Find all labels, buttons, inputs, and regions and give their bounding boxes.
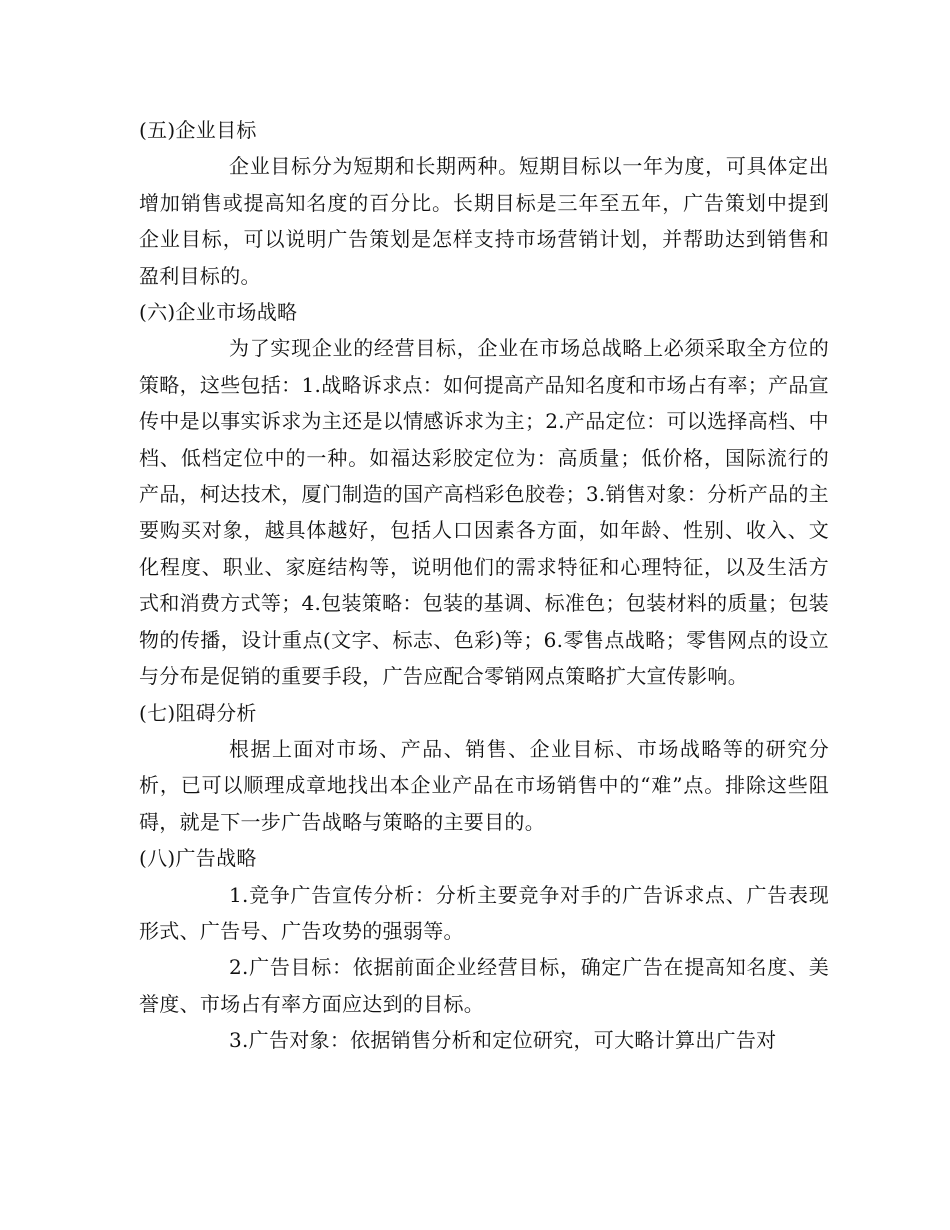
body-paragraph: 根据上面对市场、产品、销售、企业目标、市场战略等的研究分析，已可以顺理成章地找出本企业产品在市场销售中的“难”点。排除这些阻碍，就是下一步广告战略与策略的主要目的。	[139, 736, 829, 834]
section-heading: (六)企业市场战略	[139, 300, 298, 325]
section-heading: (八)广告战略	[139, 846, 257, 871]
section-heading: (五)企业目标	[139, 118, 257, 142]
body-paragraph: 1.竞争广告宣传分析：分析主要竞争对手的广告诉求点、广告表现形式、广告号、广告攻势的强弱等。	[139, 882, 829, 943]
body-paragraph: 企业目标分为短期和长期两种。短期目标以一年为度，可具体定出增加销售或提高知名度的百分比。长期目标是三年至五年，广告策划中提到企业目标，可以说明广告策划是怎样支持市场营销计划，并帮助达到销售和盈利目标的。	[139, 154, 829, 288]
section-advertising-strategy	[139, 840, 829, 1058]
body-paragraph: 3.广告对象：依据销售分析和定位研究，可大略计算出广告对	[229, 1028, 777, 1053]
section-heading: (七)阻碍分析	[139, 700, 257, 725]
section-enterprise-goals	[139, 112, 829, 294]
body-paragraph: 2.广告目标：依据前面企业经营目标，确定广告在提高知名度、美 誉度、市场占有率方面应达到的目标。	[139, 955, 829, 1016]
document-body	[139, 112, 829, 1059]
section-obstacle-analysis	[139, 695, 829, 841]
section-market-strategy	[139, 294, 829, 694]
body-paragraph: 为了实现企业的经营目标，企业在市场总战略上必须采取全方位的策略，这些包括：1.战略诉求点：如何提高产品知名度和市场占有率；产品宣传中是以事实诉求为主还是以情感诉求为主；2.产品定位：可以选择高档、中档、低档定位中的一种。如福达彩胶定位为：高质量；低价格，国际流行的产品，柯达技术，厦门制造的国产高档彩色胶卷；3.销售对象：分析产品的主要购买对象，越具体越好，包括人口因素各方面，如年龄、性别、收入、文化程度、职业、家庭结构等，说明他们的需求特征和心理特征，以及生活方式和消费方式等；4.包装策略：包装的基调、标准色；包装材料的质量；包装物的传播，设计重点(文字、标志、色彩)等；6.零售点战略；零售网点的设立与分布是促销的重要手段，广告应配合零销网点策略扩大宣传影响。	[139, 336, 829, 689]
